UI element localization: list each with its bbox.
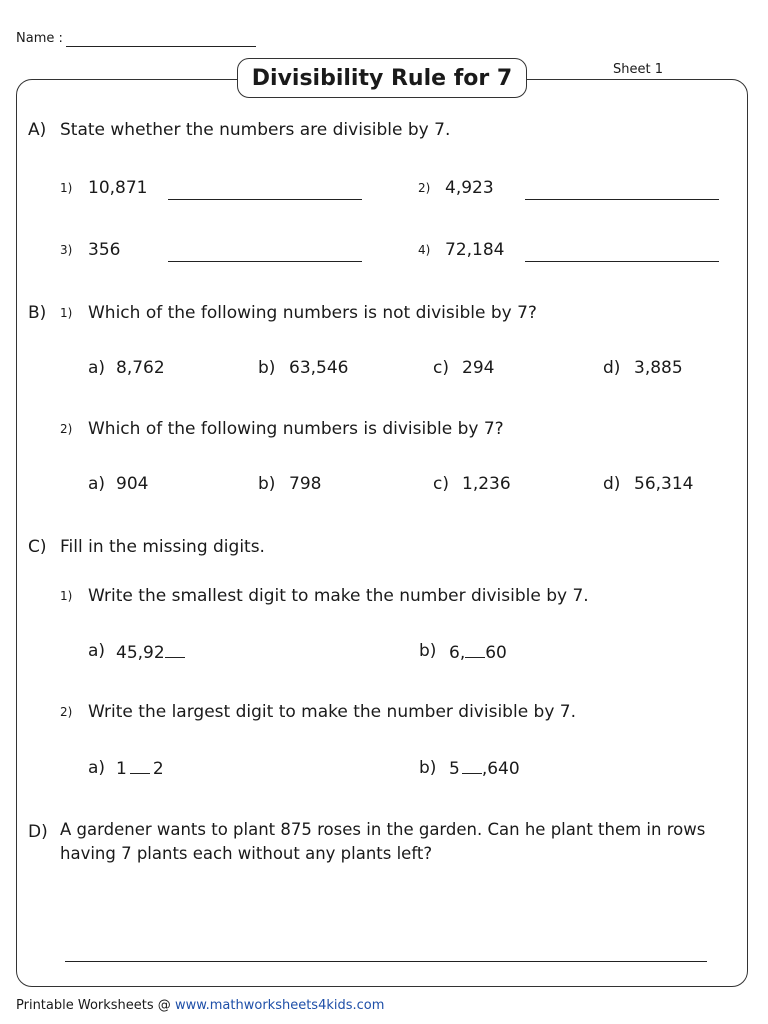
footer-prefix: Printable Worksheets @ [16, 998, 175, 1013]
number-before: 6, [449, 643, 466, 663]
missing-digit-item [116, 643, 185, 663]
item-letter: b) [419, 758, 437, 778]
answer-line[interactable] [65, 961, 707, 962]
question-number: 1) [60, 589, 73, 603]
option-letter: a) [88, 358, 106, 378]
item-letter: b) [419, 641, 437, 661]
option-letter: c) [433, 358, 449, 378]
section-a-label: A) [28, 120, 47, 140]
answer-line[interactable] [525, 261, 719, 262]
digit-blank[interactable] [130, 759, 150, 774]
number-before: 45,92 [116, 643, 165, 663]
missing-digit-item [449, 759, 520, 779]
answer-line[interactable] [168, 261, 362, 262]
question-number: 2) [60, 422, 73, 436]
item-letter: a) [88, 641, 106, 661]
item-value: 10,871 [88, 178, 148, 198]
option-letter: c) [433, 474, 449, 494]
item-number: 2) [418, 181, 431, 195]
answer-line[interactable] [525, 199, 719, 200]
sheet-label: Sheet 1 [613, 62, 663, 77]
number-before: 1 [116, 759, 127, 779]
question-text: Which of the following numbers is divisible by 7? [88, 419, 504, 439]
option-value[interactable]: 8,762 [116, 358, 165, 378]
option-letter: b) [258, 474, 276, 494]
word-problem-line-2: having 7 plants each without any plants left? [60, 844, 433, 863]
item-value: 356 [88, 240, 121, 260]
footer-link[interactable]: www.mathworksheets4kids.com [174, 998, 385, 1013]
option-value[interactable]: 56,314 [634, 474, 694, 494]
number-after: 2 [152, 759, 164, 779]
option-value[interactable]: 63,546 [289, 358, 349, 378]
question-number: 2) [60, 705, 73, 719]
number-before: 5 [449, 759, 460, 779]
item-number: 3) [60, 243, 73, 257]
option-value[interactable]: 1,236 [462, 474, 511, 494]
digit-blank[interactable] [462, 759, 482, 774]
title-text: Divisibility Rule for 7 [251, 65, 513, 91]
item-letter: a) [88, 758, 106, 778]
option-value[interactable]: 798 [289, 474, 322, 494]
answer-line[interactable] [168, 199, 362, 200]
missing-digit-item [449, 643, 507, 663]
option-letter: b) [258, 358, 276, 378]
item-value: 4,923 [445, 178, 494, 198]
word-problem-line-1: A gardener wants to plant 875 roses in the garden. Can he plant them in rows [60, 820, 706, 839]
item-number: 1) [60, 181, 73, 195]
section-c-label: C) [28, 537, 47, 557]
name-label: Name : [16, 31, 63, 46]
option-letter: d) [603, 474, 621, 494]
option-letter: a) [88, 474, 106, 494]
question-number: 1) [60, 306, 73, 320]
option-value[interactable]: 3,885 [634, 358, 683, 378]
section-d-label: D) [28, 822, 48, 842]
question-text: Write the largest digit to make the number divisible by 7. [88, 702, 577, 722]
section-c-instruction: Fill in the missing digits. [60, 537, 265, 557]
missing-digit-item [116, 759, 164, 779]
option-value[interactable]: 904 [116, 474, 149, 494]
option-letter: d) [603, 358, 621, 378]
page-title [237, 58, 527, 98]
digit-blank[interactable] [165, 643, 185, 658]
section-b-label: B) [28, 303, 47, 323]
number-after: ,640 [481, 759, 520, 779]
footer [16, 998, 384, 1013]
digit-blank[interactable] [465, 643, 485, 658]
option-value[interactable]: 294 [462, 358, 495, 378]
question-text: Write the smallest digit to make the number divisible by 7. [88, 586, 589, 606]
number-after: 60 [485, 643, 507, 663]
item-number: 4) [418, 243, 431, 257]
section-a-instruction: State whether the numbers are divisible by 7. [60, 120, 451, 140]
item-value: 72,184 [445, 240, 505, 260]
name-line[interactable] [66, 46, 256, 47]
question-text: Which of the following numbers is not divisible by 7? [88, 303, 537, 323]
